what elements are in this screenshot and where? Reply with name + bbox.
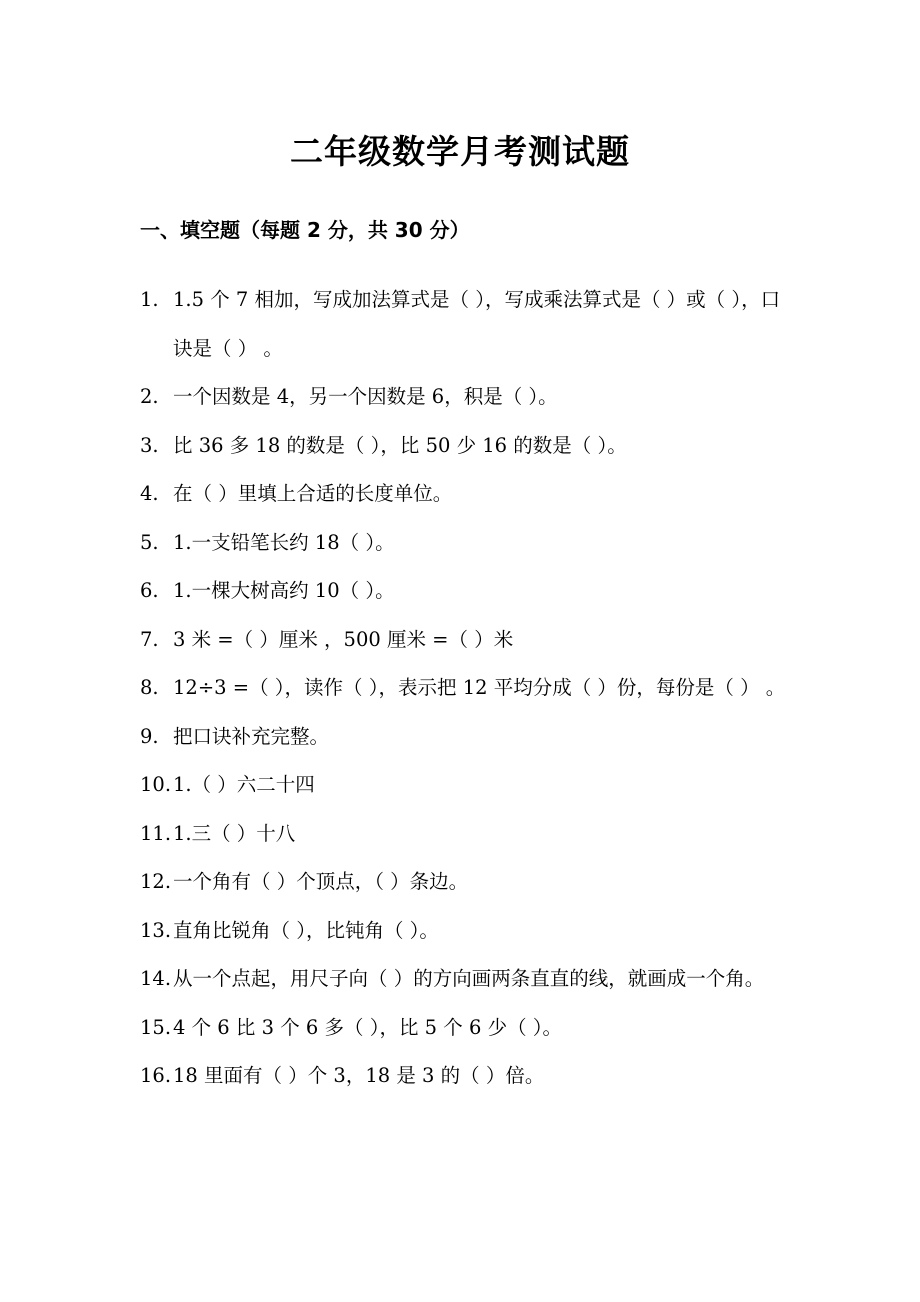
- question-text: 一个角有（ ）个顶点，（ ）条边。: [173, 870, 469, 893]
- page-title: 二年级数学月考测试题: [290, 132, 630, 171]
- question-number: 11.: [140, 821, 172, 845]
- question-item: [140, 276, 790, 373]
- question-text: 1.一支铅笔长约 18（ ）。: [173, 530, 395, 554]
- question-item: [140, 713, 790, 762]
- question-number: 7.: [140, 627, 159, 651]
- question-number: 10.: [140, 773, 172, 796]
- question-item: [140, 373, 790, 422]
- question-list: [140, 276, 790, 1101]
- question-text: 1.一棵大树高约 10（ ）。: [173, 579, 395, 602]
- question-item: [140, 907, 790, 956]
- question-number: 5.: [140, 530, 159, 554]
- question-number: 3.: [140, 433, 159, 457]
- question-number: 9.: [140, 724, 159, 748]
- question-item: [140, 761, 790, 810]
- question-number: 6.: [140, 579, 159, 602]
- question-number: 4.: [140, 482, 159, 505]
- question-number: 16.: [140, 1064, 172, 1087]
- question-item: [140, 1004, 790, 1053]
- question-text: 1.5 个 7 相加，写成加法算式是（ ），写成乘法算式是（ ）或（ ），口诀是（ ） 。: [173, 288, 781, 360]
- question-text: 把口诀补充完整。: [173, 724, 330, 748]
- question-text: 18 里面有（ ）个 3，18 是 3 的（ ）倍。: [173, 1064, 545, 1087]
- question-number: 14.: [140, 967, 172, 990]
- question-item: [140, 470, 790, 519]
- question-text: 比 36 多 18 的数是（ ），比 50 少 16 的数是（ ）。: [173, 433, 627, 457]
- question-item: [140, 955, 790, 1004]
- question-number: 13.: [140, 918, 172, 942]
- question-number: 2.: [140, 385, 159, 408]
- question-item: [140, 422, 790, 471]
- question-item: [140, 858, 790, 907]
- question-number: 15.: [140, 1015, 172, 1039]
- section-heading: 一、填空题（每题 2 分，共 30 分）: [140, 218, 470, 242]
- question-item: [140, 1052, 790, 1101]
- question-text: 12÷3 =（ ），读作（ ），表示把 12 平均分成（ ）份，每份是（ ） 。: [173, 676, 786, 699]
- question-number: 1.: [140, 288, 159, 311]
- question-text: 4 个 6 比 3 个 6 多（ ），比 5 个 6 少（ ）。: [173, 1015, 563, 1039]
- question-text: 直角比锐角（ ），比钝角（ ）。: [173, 918, 439, 942]
- question-text: 一个因数是 4，另一个因数是 6，积是（ ）。: [173, 385, 558, 408]
- question-text: 在（ ）里填上合适的长度单位。: [173, 482, 453, 505]
- question-item: [140, 810, 790, 859]
- question-number: 8.: [140, 676, 159, 699]
- question-text: 1.（ ）六二十四: [173, 773, 315, 796]
- question-item: [140, 664, 790, 713]
- question-item: [140, 567, 790, 616]
- question-item: [140, 519, 790, 568]
- question-text: 1.三（ ）十八: [173, 821, 296, 845]
- question-number: 12.: [140, 870, 172, 893]
- question-text: 3 米 =（ ）厘米 ，500 厘米 =（ ）米: [173, 627, 514, 651]
- question-item: [140, 616, 790, 665]
- question-text: 从一个点起，用尺子向（ ）的方向画两条直直的线，就画成一个角。: [173, 967, 765, 990]
